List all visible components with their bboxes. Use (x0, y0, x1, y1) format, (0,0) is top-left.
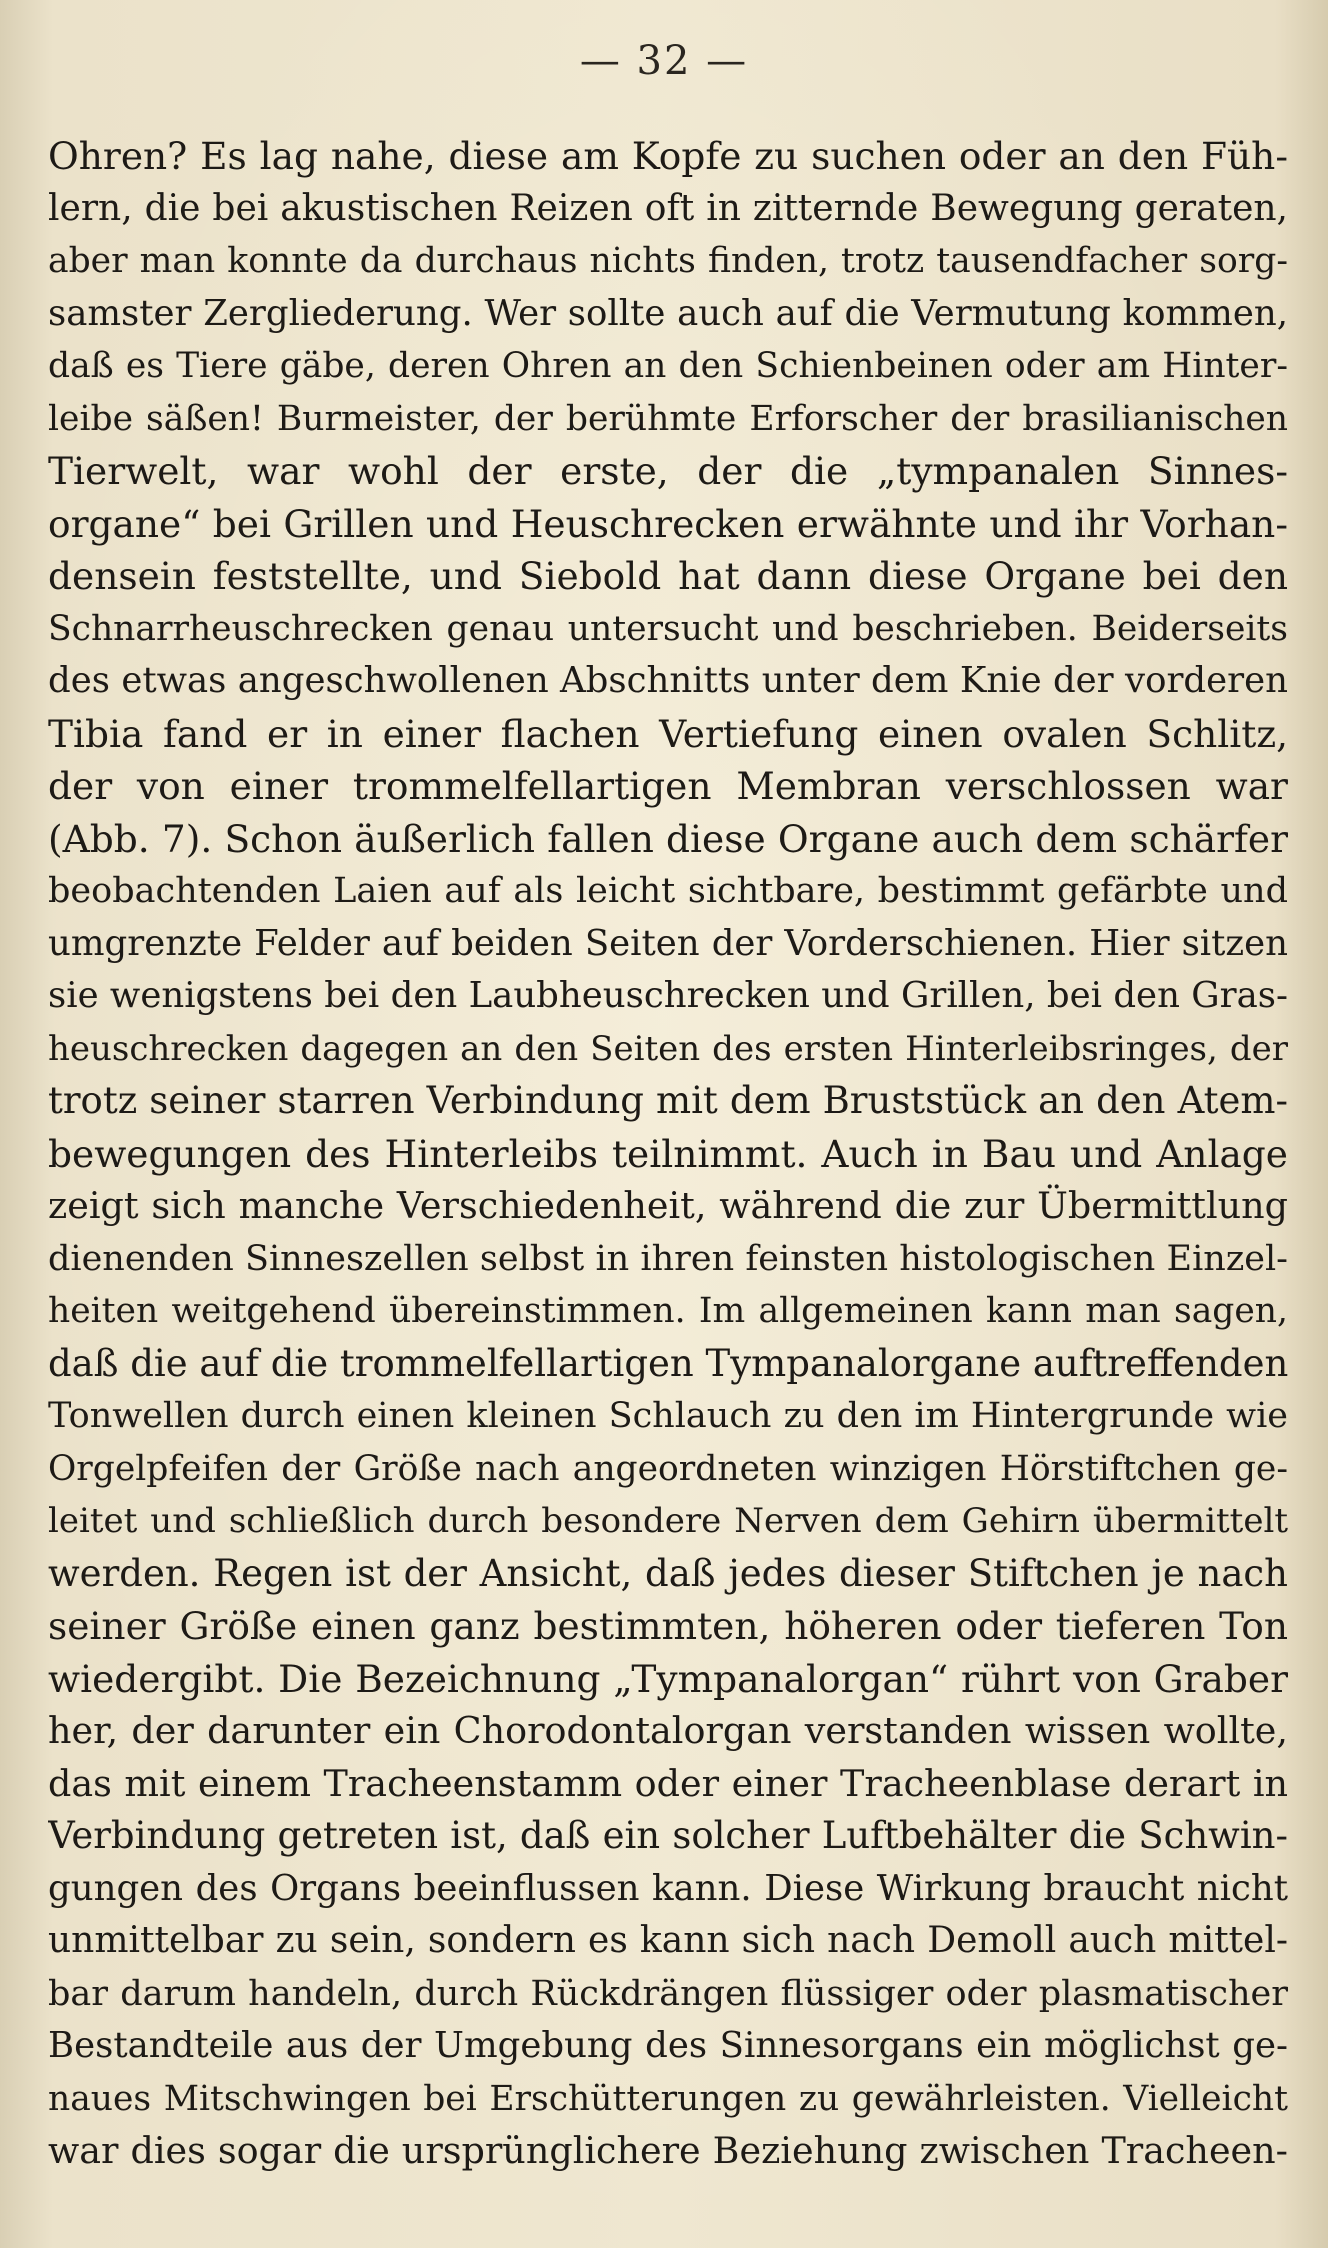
text-line: werden. Regen ist der Ansicht, daß jedes dieser Stiftchen je nach (48, 1551, 1288, 1595)
text-line: dienenden Sinneszellen selbst in ihren feinsten histologischen Einzel- (48, 1238, 1288, 1279)
text-line: seiner Größe einen ganz bestimmten, höheren oder tieferen Ton (48, 1604, 1288, 1648)
text-line: daß die auf die trommelfellartigen Tympanalorgane auftreffenden (48, 1341, 1288, 1385)
text-line: beobachtenden Laien auf als leicht sichtbare, bestimmt gefärbte und (48, 871, 1288, 911)
text-line: heiten weitgehend übereinstimmen. Im allgemeinen kann man sagen, (48, 1291, 1288, 1331)
text-line: bewegungen des Hinterleibs teilnimmt. Auch in Bau und Anlage (48, 1131, 1288, 1176)
text-line: sie wenigstens bei den Laubheuschrecken und Grillen, bei den Gras- (48, 975, 1288, 1016)
text-line: Bestandteile aus der Umgebung des Sinnesorgans ein möglichst ge- (48, 2025, 1288, 2066)
text-line: her, der darunter ein Chorodontalorgan verstanden wissen wollte, (48, 1709, 1288, 1752)
text-line: naues Mitschwingen bei Erschütterungen zu gewährleisten. Vielleicht (48, 2078, 1288, 2119)
text-line: aber man konnte da durchaus nichts finden, trotz tausendfacher sorg- (48, 241, 1288, 281)
text-line: Schnarrheuschrecken genau untersucht und beschrieben. Beiderseits (48, 608, 1288, 649)
text-line: organe“ bei Grillen und Heuschrecken erwähnte und ihr Vorhan- (48, 501, 1288, 546)
text-line: bar darum handeln, durch Rückdrängen flüssiger oder plasmatischer (48, 1973, 1288, 2014)
text-line: leitet und schließlich durch besondere Nerven dem Gehirn übermittelt (48, 1501, 1288, 1541)
text-line: gungen des Organs beeinflussen kann. Diese Wirkung braucht nicht (48, 1867, 1288, 1909)
text-line: Orgelpfeifen der Größe nach angeordneten winzigen Hörstiftchen ge- (48, 1448, 1288, 1489)
text-line: war dies sogar die ursprünglichere Beziehung zwischen Tracheen- (48, 2129, 1288, 2172)
text-line: Tonwellen durch einen kleinen Schlauch zu den im Hintergrunde wie (48, 1396, 1288, 1436)
text-line: leibe säßen! Burmeister, der berühmte Erforscher der brasilianischen (48, 398, 1288, 439)
text-line: Tibia fand er in einer flachen Vertiefung einen ovalen Schlitz, (48, 711, 1288, 756)
body-text (48, 130, 1288, 2178)
text-line: zeigt sich manche Verschiedenheit, während die zur Übermittlung (48, 1184, 1288, 1227)
text-line: des etwas angeschwollenen Abschnitts unter dem Knie der vorderen (48, 660, 1288, 701)
text-line: (Abb. 7). Schon äußerlich fallen diese Organe auch dem schärfer (48, 816, 1288, 861)
text-line: heuschrecken dagegen an den Seiten des ersten Hinterleibsringes, der (48, 1028, 1288, 1069)
page-number: — 32 — (579, 38, 749, 84)
text-line: Ohren? Es lag nahe, diese am Kopfe zu suchen oder an den Füh- (48, 134, 1288, 178)
text-line: Tierwelt, war wohl der erste, der die „tympanalen Sinnes- (48, 449, 1288, 493)
text-line: das mit einem Tracheenstamm oder einer Tracheenblase derart in (48, 1761, 1288, 1805)
text-line: umgrenzte Felder auf beiden Seiten der Vorderschienen. Hier sitzen (48, 922, 1288, 964)
text-line: der von einer trommelfellartigen Membran verschlossen war (48, 764, 1288, 808)
text-line: densein feststellte, und Siebold hat dann diese Organe bei den (48, 554, 1288, 598)
text-line: wiedergibt. Die Bezeichnung „Tympanalorgan“ rührt von Graber (48, 1656, 1288, 1701)
text-line: trotz seiner starren Verbindung mit dem Bruststück an den Atem- (48, 1079, 1288, 1122)
text-line: Verbindung getreten ist, daß ein solcher Luftbehälter die Schwin- (48, 1814, 1288, 1857)
text-line: samster Zergliederung. Wer sollte auch auf die Vermutung kommen, (48, 292, 1288, 334)
text-line: daß es Tiere gäbe, deren Ohren an den Schienbeinen oder am Hinter- (48, 346, 1288, 386)
text-line: unmittelbar zu sein, sondern es kann sich nach Demoll auch mittel- (48, 1920, 1288, 1961)
text-line: lern, die bei akustischen Reizen oft in zitternde Bewegung geraten, (48, 187, 1288, 229)
